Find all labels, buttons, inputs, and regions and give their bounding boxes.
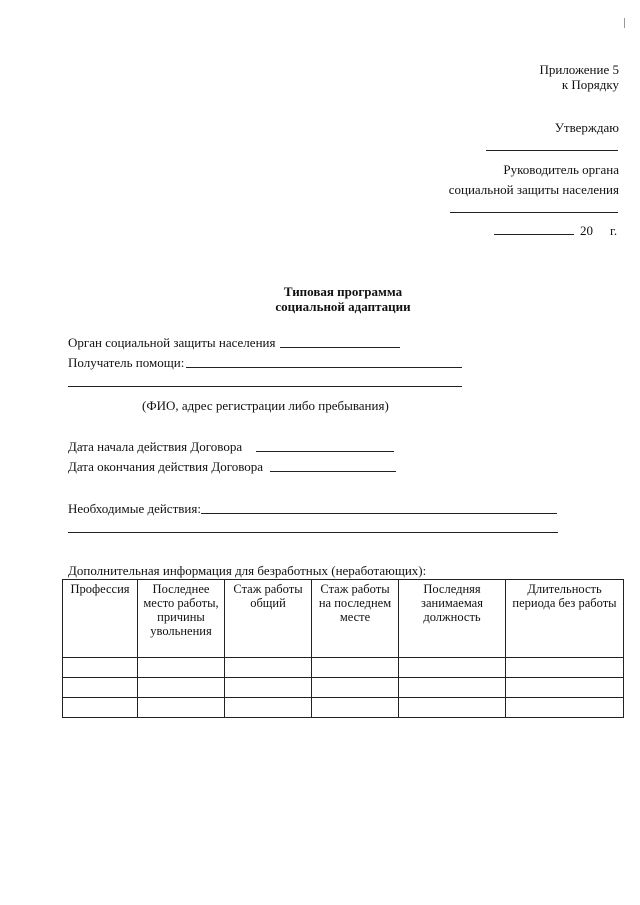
- table-cell[interactable]: [312, 678, 399, 698]
- column-header: Последнее место работы, причины увольнения: [138, 580, 225, 658]
- column-header: Стаж работы общий: [225, 580, 312, 658]
- table-cell[interactable]: [399, 698, 506, 718]
- table-cell[interactable]: [312, 698, 399, 718]
- table-cell[interactable]: [138, 678, 225, 698]
- table-cell[interactable]: [225, 698, 312, 718]
- actions-label: Необходимые действия:: [68, 501, 201, 516]
- approval-date-suffix: г.: [610, 223, 618, 238]
- table-cell[interactable]: [506, 678, 624, 698]
- table-header-row: [63, 580, 624, 658]
- approver-signature-line: [486, 150, 618, 151]
- head-title-line2: социальной защиты населения: [448, 182, 619, 197]
- scan-mark: [624, 18, 625, 28]
- head-title-line1: Руководитель органа: [503, 162, 619, 177]
- document-title-line2: социальной адаптации: [275, 299, 411, 314]
- approve-label: Утверждаю: [554, 120, 619, 135]
- table-row: [63, 678, 624, 698]
- column-header: Стаж работы на последнем месте: [312, 580, 399, 658]
- table-cell[interactable]: [506, 698, 624, 718]
- table-cell[interactable]: [312, 658, 399, 678]
- appendix-label: Приложение 5: [539, 62, 619, 77]
- start-date-label: Дата начала действия Договора: [68, 439, 243, 454]
- table-row: [63, 658, 624, 678]
- order-reference: к Порядку: [561, 77, 619, 92]
- end-date-field-line[interactable]: [270, 471, 396, 472]
- approval-date-line: [494, 234, 574, 235]
- actions-field-line-2[interactable]: [68, 532, 558, 533]
- table-cell[interactable]: [63, 658, 138, 678]
- table-cell[interactable]: [63, 678, 138, 698]
- organ-field-line[interactable]: [280, 347, 400, 348]
- approver-name-line: [450, 212, 618, 213]
- table-cell[interactable]: [225, 678, 312, 698]
- table-cell[interactable]: [138, 698, 225, 718]
- end-date-label: Дата окончания действия Договора: [68, 459, 264, 474]
- start-date-field-line[interactable]: [256, 451, 394, 452]
- actions-field-line[interactable]: [201, 513, 557, 514]
- table-cell[interactable]: [506, 658, 624, 678]
- table-cell[interactable]: [225, 658, 312, 678]
- recipient-hint: (ФИО, адрес регистрации либо пребывания): [142, 398, 389, 413]
- column-header: Профессия: [63, 580, 138, 658]
- recipient-field-line[interactable]: [186, 367, 462, 368]
- column-header: Длительность периода без работы: [506, 580, 624, 658]
- document-title-line1: Типовая программа: [283, 284, 403, 299]
- table-cell[interactable]: [399, 658, 506, 678]
- table-cell[interactable]: [399, 678, 506, 698]
- organ-label: Орган социальной защиты населения: [68, 335, 276, 350]
- recipient-field-line-2[interactable]: [68, 386, 462, 387]
- table-row: [63, 698, 624, 718]
- approval-date-year: 20: [580, 223, 593, 238]
- table-cell[interactable]: [138, 658, 225, 678]
- table-cell[interactable]: [63, 698, 138, 718]
- unemployed-table: [62, 579, 624, 718]
- column-header: Последняя занимаемая должность: [399, 580, 506, 658]
- recipient-label: Получатель помощи:: [68, 355, 185, 370]
- unemployed-caption: Дополнительная информация для безработных (неработающих):: [68, 563, 427, 578]
